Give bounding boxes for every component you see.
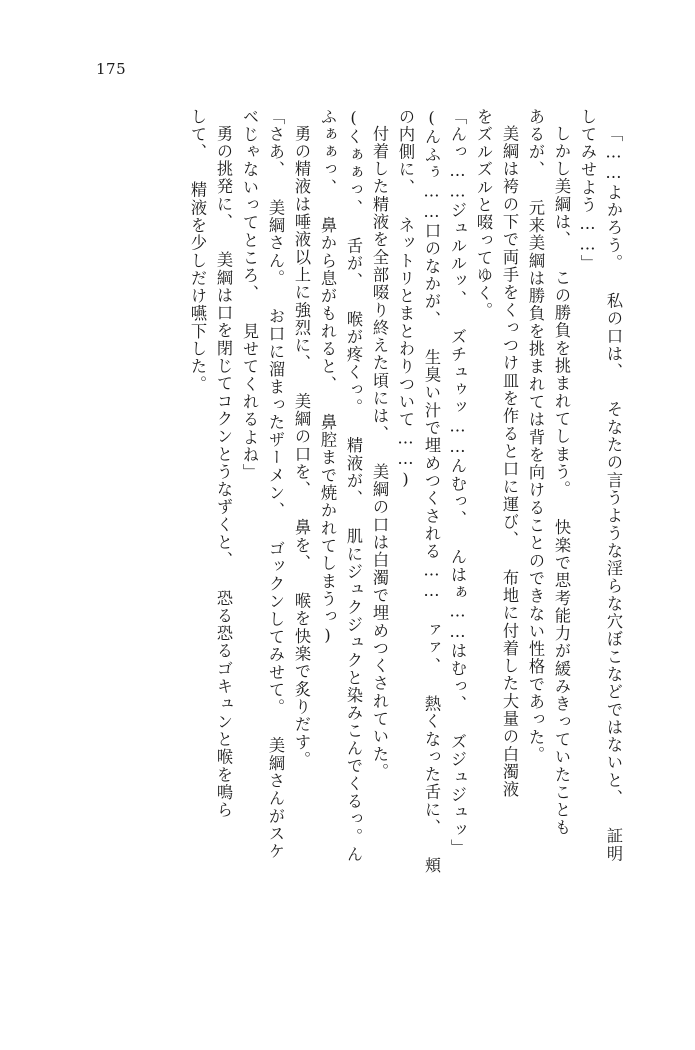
text-line: をズルズルと啜ってゆく。	[474, 108, 493, 320]
text-line: しかし美綱は、 この勝負を挑まれてしまう。 快楽で思考能力が緩みきっていたことも	[552, 125, 571, 837]
text-line: あるが、 元来美綱は勝負を挑まれては背を向けることのできない性格であった。	[526, 108, 545, 764]
text-line: (くぁぁっ、 舌が、 喉が疼くっ。 精液が、 肌にジュクジュクと染みこんでくるっ。ん	[344, 108, 363, 864]
body-text-block	[61, 108, 621, 988]
text-line: (んふぅ……口のなかが、 生臭い汁で埋めつくされる…… ァァ、 熱くなった舌に、 頬	[422, 108, 441, 875]
text-line: 美綱は袴の下で両手をくっつけ皿を作ると口に運び、 布地に付着した大量の白濁液	[500, 125, 519, 799]
text-line: の内側に、 ネットリとまとわりついて……)	[396, 108, 415, 490]
text-line: 「……よかろう。 私の口は、 そなたの言うような淫らな穴ぼこなどではないと、 証明	[604, 125, 623, 863]
text-line: 勇の精液は唾液以上に強烈に、 美綱の口を、 鼻を、 喉を快楽で炙りだす。	[292, 125, 311, 769]
text-line: ふぁぁっ、 鼻から息がもれると、 鼻腔まで焼かれてしまうっ)	[318, 108, 337, 646]
text-line: ベじゃないってところ、 見せてくれるよね」	[240, 108, 259, 482]
text-line: して、 精液を少しだけ嚥下した。	[188, 108, 207, 394]
text-line: 「んっ……ジュルルッ、 ズチュゥッ……んむっ、 んはぁ……はむっ、 ズジュジュッ」	[448, 108, 467, 857]
page-number: 175	[96, 60, 127, 78]
text-line: してみせよう……」	[578, 108, 597, 273]
text-line: 勇の挑発に、 美綱は口を閉じてコクンとうなずくと、 恐る恐るゴキュンと喉を鳴ら	[214, 125, 233, 819]
text-line: 「さあ、 美綱さん。 お口に溜まったザーメン、 ゴックンしてみせて。 美綱さんがスケ	[266, 108, 285, 861]
text-line: 付着した精液を全部啜り終えた頃には、 美綱の口は白濁で埋めつくされていた。	[370, 125, 389, 781]
